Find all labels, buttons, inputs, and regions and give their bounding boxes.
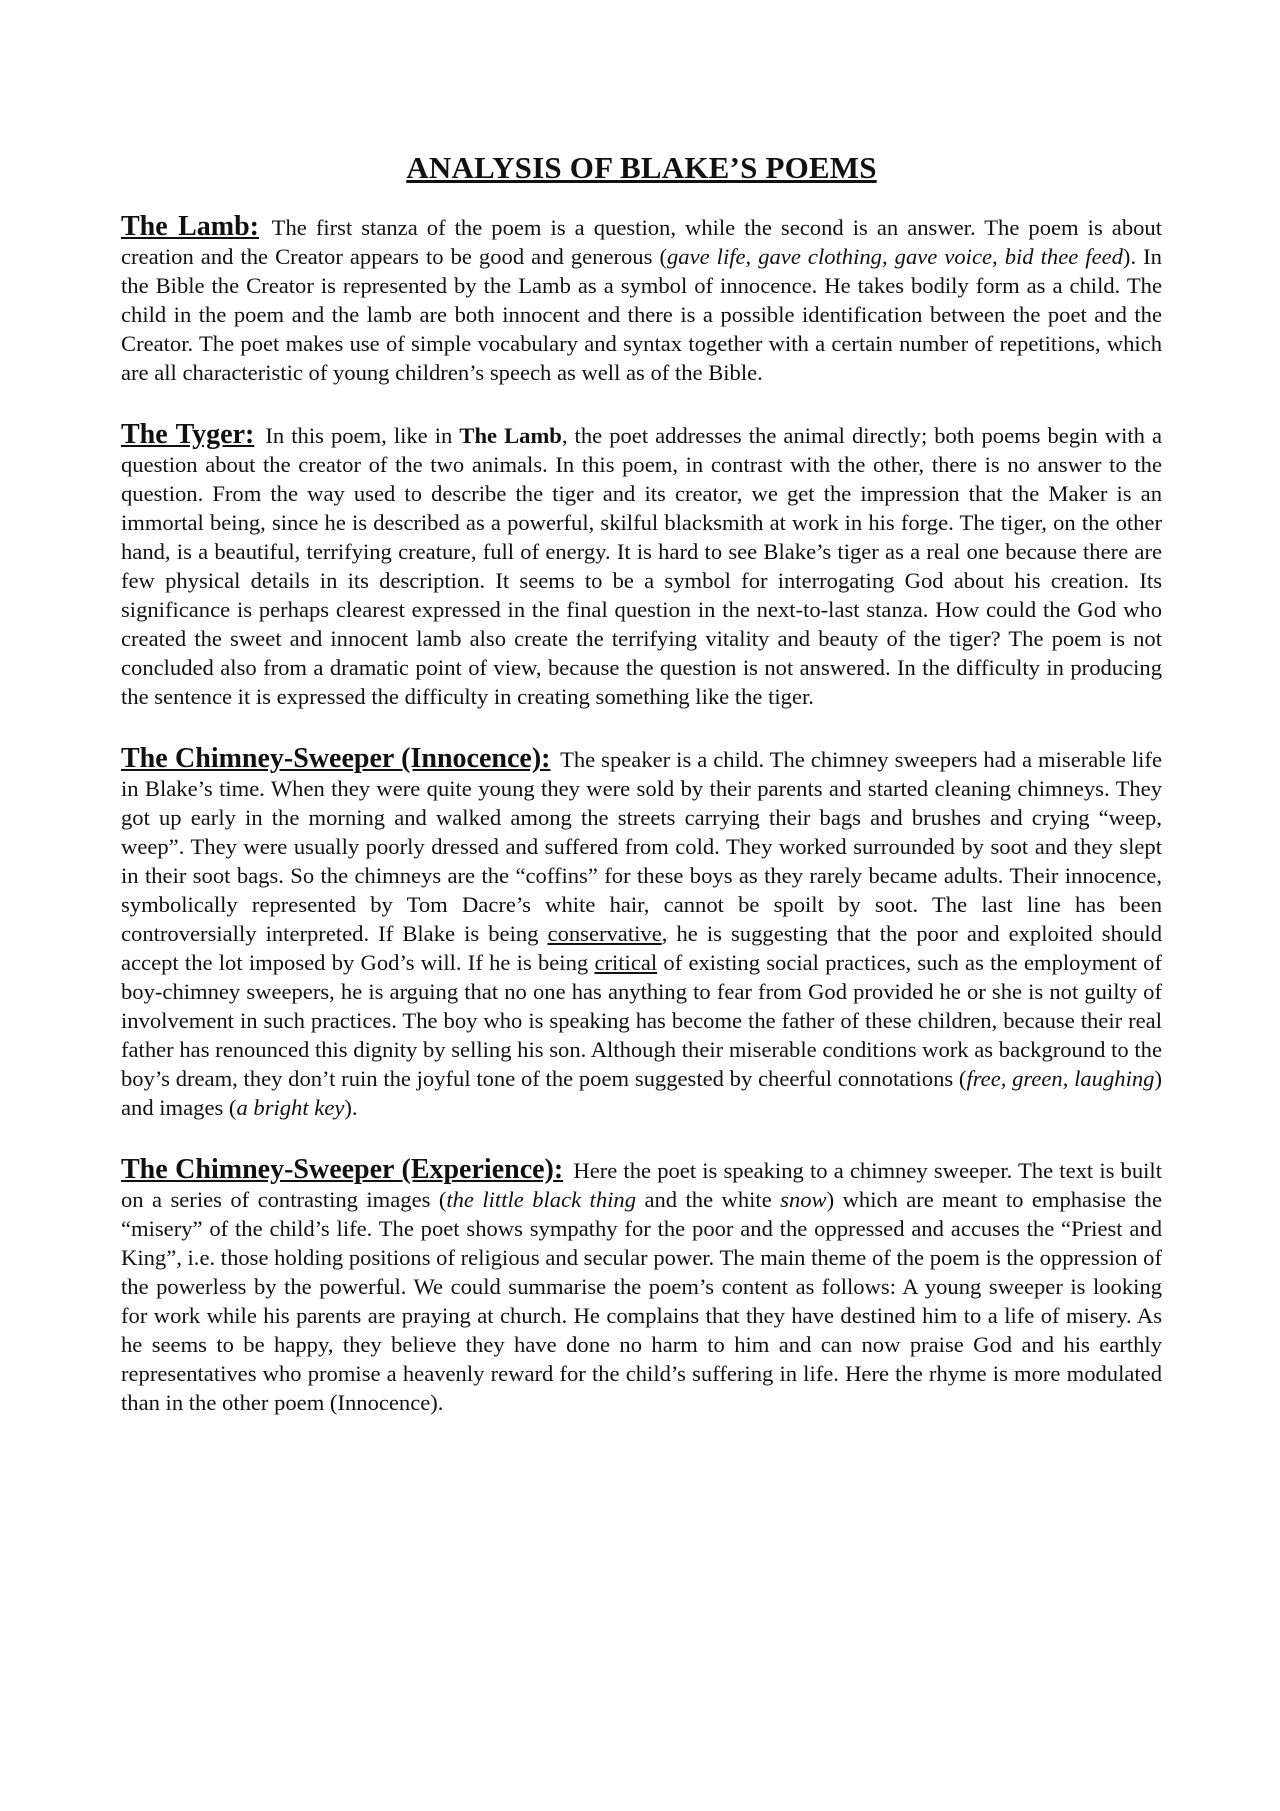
lamb-italic-quote: gave life, gave clothing, gave voice, bid thee feed: [666, 244, 1123, 269]
section-chimney-sweeper-experience: [121, 1155, 1162, 1417]
experience-text-1: Here the poet is speaking to a chimney sweeper. The text is built on a series of contrasting images (: [121, 1158, 1162, 1212]
innocence-text-4: ) and images (: [121, 1066, 1162, 1120]
page-title: ANALYSIS OF BLAKE’S POEMS: [406, 150, 877, 185]
innocence-text-3: of existing social practices, such as the employment of boy-chimney sweepers, he is arguing that no one has anything to fear from God provided he or she is not guilty of involvement in such practices. The boy who is speaking has become the father of these children, because their real father has renounced this dignity by selling his son. Although their miserable conditions work as background to the boy’s dream, they don’t ruin the joyful tone of the poem suggested by cheerful connotations (: [121, 950, 1162, 1091]
tyger-bold-reference: The Lamb: [459, 423, 562, 448]
experience-italic-snow: snow: [780, 1187, 827, 1212]
innocence-italic-image: a bright key: [236, 1095, 345, 1120]
experience-text-2: and the white: [644, 1187, 772, 1212]
tyger-text-2: , the poet addresses the animal directly; both poems begin with a question about the creator of the two animals. In this poem, in contrast with the other, there is no answer to the question. From the way used to describe the tiger and its creator, we get the impression that the Maker is an immortal being, since he is described as a powerful, skilful blacksmith at work in his forge. The tiger, on the other hand, is a beautiful, terrifying creature, full of energy. It is hard to see Blake’s tiger as a real one because there are few physical details in its description. It seems to be a symbol for interrogating God about his creation. Its significance is perhaps clearest expressed in the final question in the next-to-last stanza. How could the God who created the sweet and innocent lamb also create the terrifying vitality and beauty of the tiger? The poem is not concluded also from a dramatic point of view, because the question is not answered. In the difficulty in producing the sentence it is expressed the difficulty in creating something like the tiger.: [121, 423, 1162, 709]
section-the-tyger: [121, 420, 1162, 711]
experience-italic-black-thing: the little black thing: [446, 1187, 637, 1212]
innocence-text-5: ).: [344, 1095, 358, 1120]
innocence-italic-connotations: free, green, laughing: [966, 1066, 1155, 1091]
tyger-text-1: In this poem, like in: [265, 423, 453, 448]
section-heading-lamb: The Lamb:: [121, 211, 259, 242]
section-chimney-sweeper-innocence: [121, 744, 1162, 1122]
lamb-text-1: The first stanza of the poem is a question, while the second is an answer. The poem is about creation and the Creator appears to be good and generous (: [121, 215, 1162, 269]
section-heading-sweeper-innocence: The Chimney-Sweeper (Innocence):: [121, 743, 551, 774]
section-the-lamb: [121, 212, 1162, 387]
section-heading-sweeper-experience: The Chimney-Sweeper (Experience):: [121, 1154, 564, 1185]
experience-text-3: ) which are meant to emphasise the “misery” of the child’s life. The poet shows sympathy for the poor and the oppressed and accuses the “Priest and King”, i.e. those holding positions of religious and secular power. The main theme of the poem is the oppression of the powerless by the powerful. We could summarise the poem’s content as follows: A young sweeper is looking for work while his parents are praying at church. He complains that they have destined him to a life of misery. As he seems to be happy, they believe they have done no harm to him and can now praise God and his earthly representatives who promise a heavenly reward for the child’s suffering in life. Here the rhyme is more modulated than in the other poem (Innocence).: [121, 1187, 1163, 1415]
innocence-text-1: The speaker is a child. The chimney sweepers had a miserable life in Blake’s time. When they were quite young they were sold by their parents and started cleaning chimneys. They got up early in the morning and walked among the streets carrying their bags and brushes and crying “weep, weep”. They were usually poorly dressed and suffered from cold. They worked surrounded by soot and they slept in their soot bags. So the chimneys are the “coffins” for these boys as they rarely became adults. Their innocence, symbolically represented by Tom Dacre’s white hair, cannot be spoilt by soot. The last line has been controversially interpreted. If Blake is being: [121, 747, 1162, 946]
innocence-underlined-critical: critical: [594, 950, 658, 975]
innocence-text-2: , he is suggesting that the poor and exploited should accept the lot imposed by God’s will. If he is being: [121, 921, 1163, 975]
section-heading-tyger: The Tyger:: [121, 419, 255, 450]
innocence-underlined-conservative: conservative: [547, 921, 662, 946]
lamb-text-2: ). In the Bible the Creator is represented by the Lamb as a symbol of innocence. He takes bodily form as a child. The child in the poem and the lamb are both innocent and there is a possible identification between the poet and the Creator. The poet makes use of simple vocabulary and syntax together with a certain number of repetitions, which are all characteristic of young children’s speech as well as of the Bible.: [121, 244, 1162, 385]
